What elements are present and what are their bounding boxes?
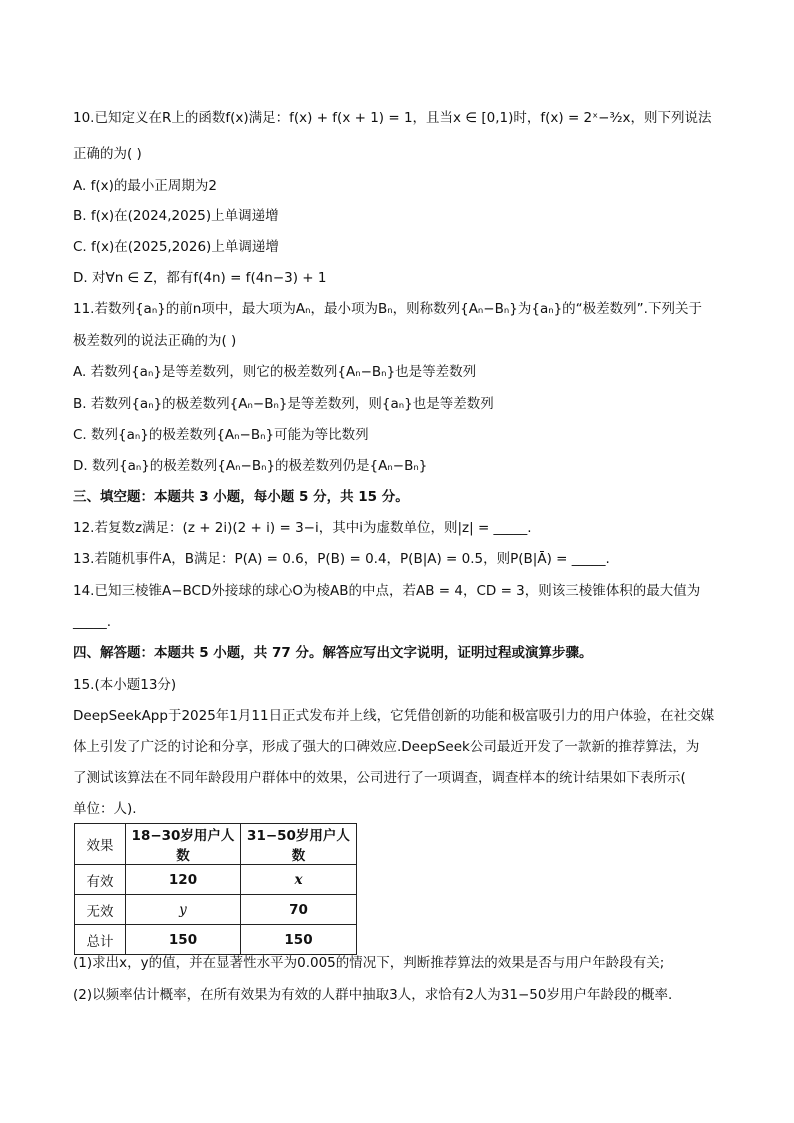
table-header-cell: 效果 bbox=[75, 824, 126, 865]
table-row bbox=[75, 895, 357, 925]
q15-para-line2: 体上引发了广泛的讨论和分享，形成了强大的口碑效应.DeepSeek公司最近开发了一款新的推荐算法，为 bbox=[73, 739, 700, 755]
table-cell: 有效 bbox=[75, 865, 126, 895]
q11-option-c: C. 数列{aₙ}的极差数列{Aₙ−Bₙ}可能为等比数列 bbox=[73, 427, 369, 443]
q10-option-c: C. f(x)在(2025,2026)上单调递增 bbox=[73, 239, 279, 255]
table-header-row bbox=[75, 824, 357, 865]
q15-para-line4: 单位：人). bbox=[73, 801, 137, 817]
table-cell: 120 bbox=[126, 865, 241, 895]
q14-line1: 14.已知三棱锥A−BCD外接球的球心O为棱AB的中点，若AB = 4，CD = 3，则该三棱锥体积的最大值为 bbox=[73, 583, 701, 599]
table-cell: 150 bbox=[126, 925, 241, 955]
q10-option-a: A. f(x)的最小正周期为2 bbox=[73, 178, 217, 194]
q15-sub1: (1)求出x，y的值，并在显著性水平为0.005的情况下，判断推荐算法的效果是否与用户年龄段有关; bbox=[73, 955, 665, 971]
q15-para-line1: DeepSeekApp于2025年1月11日正式发布并上线，它凭借创新的功能和极富吸引力的用户体验，在社交媒 bbox=[73, 708, 715, 724]
table-cell: 总计 bbox=[75, 925, 126, 955]
table-cell: 150 bbox=[241, 925, 357, 955]
table-row bbox=[75, 925, 357, 955]
q10-line1: 10.已知定义在R上的函数f(x)满足：f(x) + f(x + 1) = 1，且当x ∈ [0,1)时，f(x) = 2ˣ−³⁄₂x，则下列说法 bbox=[73, 110, 712, 126]
q15-header: 15.(本小题13分) bbox=[73, 677, 177, 693]
q11-line1: 11.若数列{aₙ}的前n项中，最大项为Aₙ，最小项为Bₙ，则称数列{Aₙ−Bₙ}为{aₙ}的“极差数列”.下列关于 bbox=[73, 301, 702, 317]
table-row bbox=[75, 865, 357, 895]
q10-line2: 正确的为( ) bbox=[73, 146, 142, 162]
q12-text: 12.若复数z满足：(z + 2i)(2 + i) = 3−i，其中i为虚数单位，则|z| = _____. bbox=[73, 520, 532, 536]
table-cell: 70 bbox=[241, 895, 357, 925]
section-3-heading: 三、填空题：本题共 3 小题，每小题 5 分，共 15 分。 bbox=[73, 489, 409, 505]
q11-option-a: A. 若数列{aₙ}是等差数列，则它的极差数列{Aₙ−Bₙ}也是等差数列 bbox=[73, 364, 477, 380]
q15-sub2: (2)以频率估计概率，在所有效果为有效的人群中抽取3人，求恰有2人为31−50岁用户年龄段的概率. bbox=[73, 987, 673, 1003]
q14-line2: _____. bbox=[73, 614, 112, 630]
q15-para-line3: 了测试该算法在不同年龄段用户群体中的效果，公司进行了一项调查，调查样本的统计结果如下表所示( bbox=[73, 770, 686, 786]
table-header-cell: 18−30岁用户人数 bbox=[126, 824, 241, 865]
q11-option-b: B. 若数列{aₙ}的极差数列{Aₙ−Bₙ}是等差数列，则{aₙ}也是等差数列 bbox=[73, 396, 494, 412]
q13-text: 13.若随机事件A，B满足：P(A) = 0.6，P(B) = 0.4，P(B|A) = 0.5，则P(B|Ā) = _____. bbox=[73, 551, 610, 567]
survey-table bbox=[74, 823, 357, 955]
q10-option-d: D. 对∀n ∈ Z，都有f(4n) = f(4n−3) + 1 bbox=[73, 270, 327, 286]
table-header-cell: 31−50岁用户人数 bbox=[241, 824, 357, 865]
q11-line2: 极差数列的说法正确的为( ) bbox=[73, 333, 237, 349]
q10-option-b: B. f(x)在(2024,2025)上单调递增 bbox=[73, 208, 279, 224]
q11-option-d: D. 数列{aₙ}的极差数列{Aₙ−Bₙ}的极差数列仍是{Aₙ−Bₙ} bbox=[73, 458, 428, 474]
table-cell: x bbox=[241, 865, 357, 895]
table-cell: 无效 bbox=[75, 895, 126, 925]
section-4-heading: 四、解答题：本题共 5 小题，共 77 分。解答应写出文字说明，证明过程或演算步骤。 bbox=[73, 645, 593, 661]
table-cell: y bbox=[126, 895, 241, 925]
